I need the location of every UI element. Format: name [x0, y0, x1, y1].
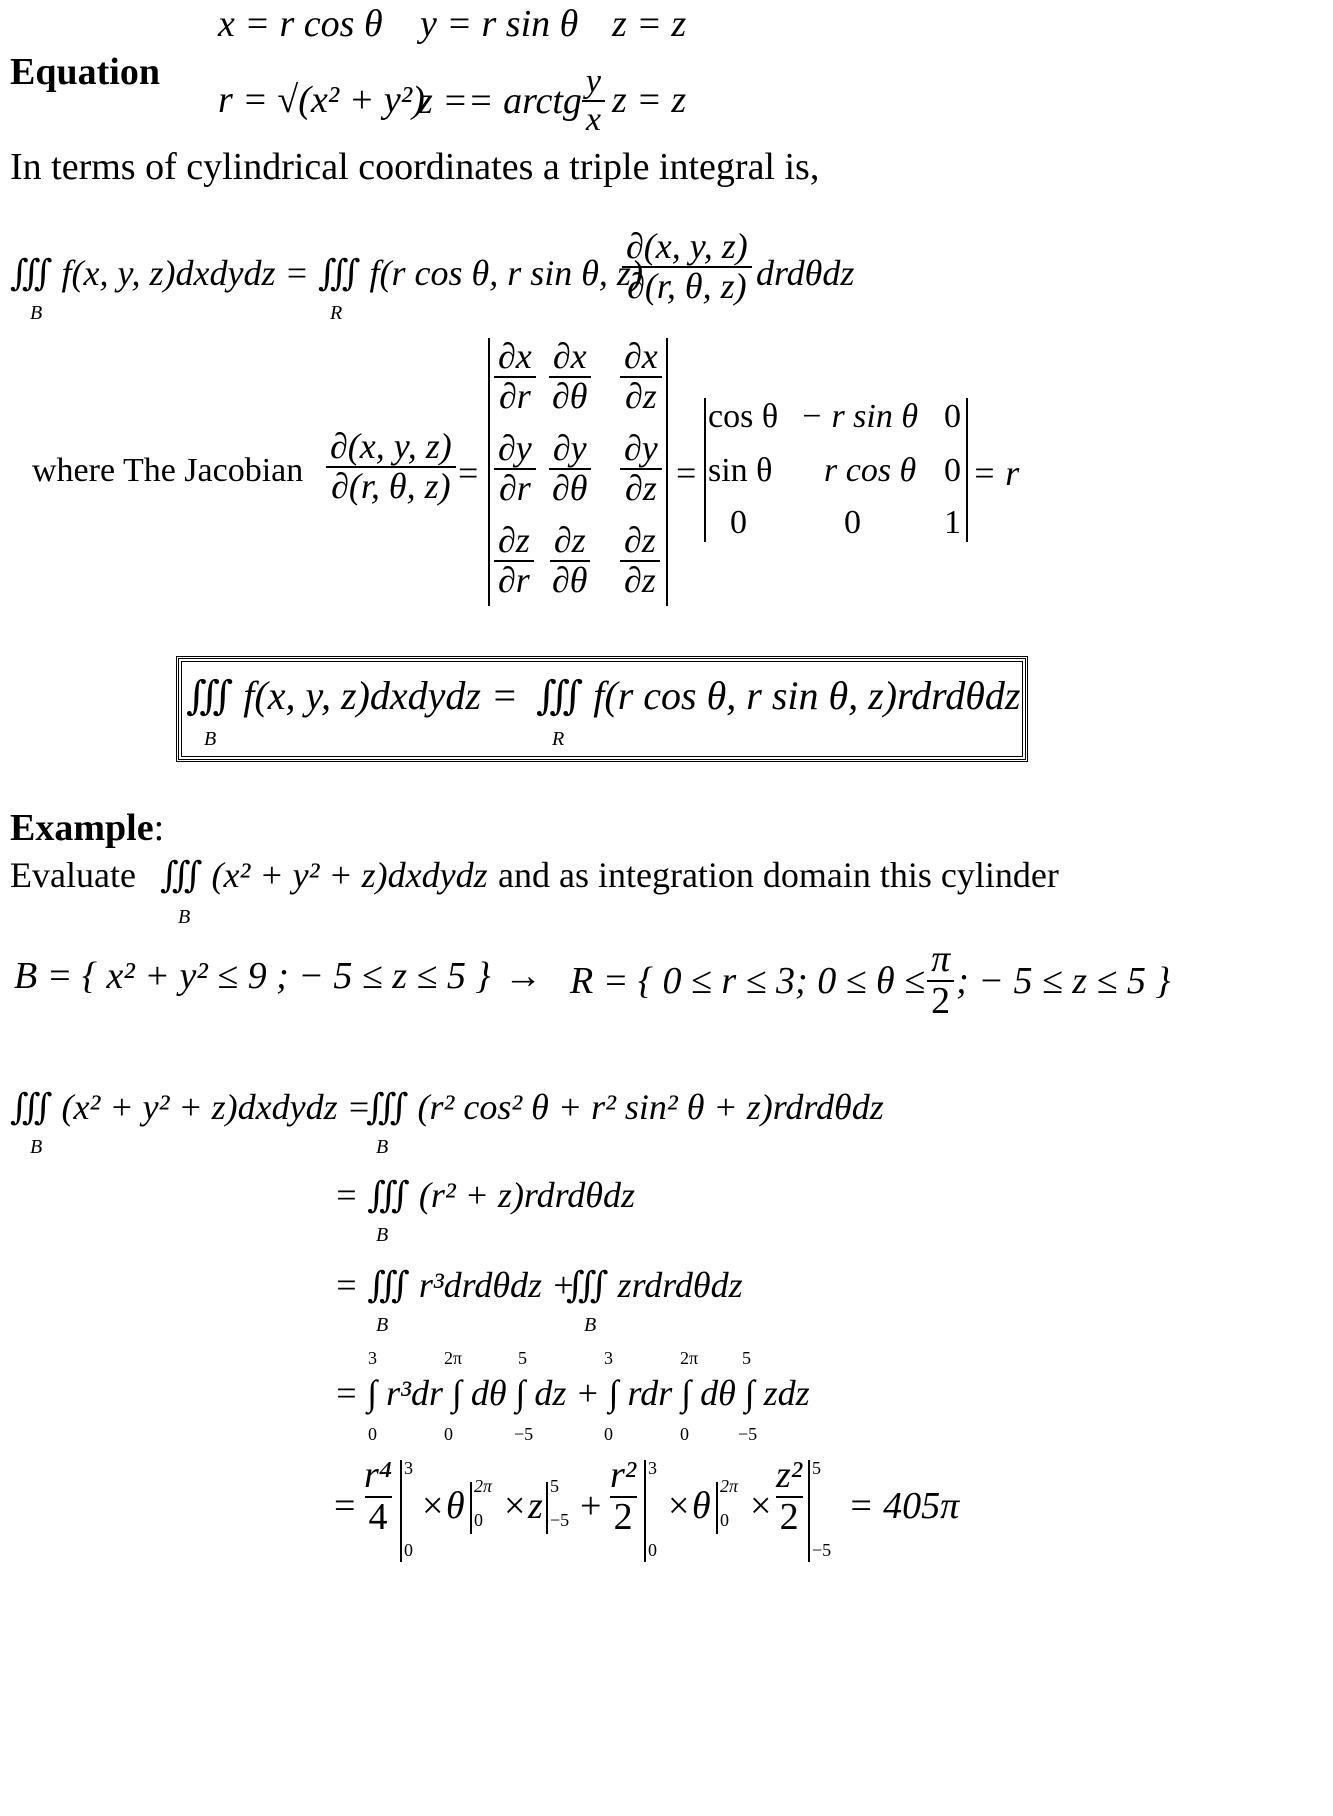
- partial-den: ∂r: [498, 375, 531, 416]
- evaluate-word: Evaluate: [10, 855, 136, 895]
- partial-frac: [548, 522, 591, 600]
- partial-frac: [494, 338, 536, 416]
- eq-r: r = √(x² + y²): [218, 79, 425, 121]
- sol-sub2: B: [376, 1136, 389, 1158]
- example-colon: :: [153, 807, 165, 849]
- partial-cell: [620, 522, 660, 600]
- sol-sub3: B: [376, 1224, 389, 1246]
- l5-t3: [772, 1456, 806, 1538]
- partial-cell: [548, 430, 591, 508]
- boxed-lhs: ∭ f(x, y, z)dxdydz =: [186, 673, 518, 718]
- l5-z-up: 5: [550, 1476, 559, 1496]
- eq-y: y = r sin θ: [420, 3, 579, 45]
- eq-theta-den: x: [585, 100, 601, 138]
- l5-bar2: [470, 1482, 472, 1534]
- l5-times1: ×: [422, 1485, 444, 1527]
- partial-den: ∂z: [624, 467, 657, 508]
- partial-frac: [494, 430, 536, 508]
- line4-lower-limit: 0: [368, 1424, 377, 1444]
- eq-z2: z = z: [612, 79, 687, 121]
- l5-theta2-lo: 0: [720, 1510, 729, 1530]
- l5-t3-den: 2: [776, 1496, 803, 1538]
- domain-r: [570, 940, 1171, 1022]
- l5-times3: ×: [668, 1485, 690, 1527]
- line4-lower-limit: −5: [514, 1424, 534, 1444]
- domain-r-den: 2: [931, 979, 951, 1022]
- jacobian-lhs: [326, 428, 456, 506]
- l5-theta-up: 2π: [474, 1476, 493, 1496]
- partial-num: ∂x: [549, 338, 591, 378]
- partial-frac: [620, 430, 662, 508]
- l5-eq: =: [334, 1485, 356, 1527]
- sol-sub4: B: [376, 1314, 389, 1336]
- partial-num: ∂y: [620, 430, 662, 470]
- sol-line3-a: = ∭ r³drdθdz +: [334, 1265, 576, 1305]
- partial-frac: [548, 338, 591, 416]
- example-tail: and as integration domain this cylinder: [498, 855, 1059, 895]
- eq-theta-num: y: [582, 64, 605, 102]
- partial-cell: [494, 338, 536, 416]
- l5-t2-lo: 0: [648, 1540, 657, 1560]
- partial-num: ∂z: [620, 522, 660, 562]
- boxed-rhs: ∭ f(r cos θ, r sin θ, z)rdrdθdz: [536, 673, 1021, 718]
- partial-cell: [620, 338, 662, 416]
- tid-rhs-tail: drdθdz: [756, 253, 855, 293]
- partial-frac: [620, 338, 662, 416]
- partial-frac: [548, 430, 591, 508]
- l5-theta2-up: 2π: [720, 1476, 739, 1496]
- domain-r-head: R = { 0 ≤ r ≤ 3; 0 ≤ θ ≤: [570, 959, 926, 1002]
- l5-t1-num: r⁴: [364, 1454, 392, 1496]
- domain-arrow: →: [504, 955, 542, 997]
- jacobian-lhs-num: ∂(x, y, z): [326, 428, 456, 468]
- partial-den: ∂θ: [552, 375, 588, 416]
- partial-cell: [548, 338, 591, 416]
- partial-den: ∂r: [498, 559, 530, 600]
- partial-num: ∂x: [494, 338, 536, 378]
- l5-t1-up: 3: [404, 1458, 413, 1478]
- l5-bar6: [808, 1460, 810, 1562]
- l5-t1-lo: 0: [404, 1540, 413, 1560]
- l5-t2-num: r²: [610, 1454, 637, 1496]
- domain-r-tail: ; − 5 ≤ z ≤ 5 }: [956, 959, 1171, 1002]
- tid-sub-r: R: [330, 302, 343, 324]
- sol-line3-b: ∭ zrdrdθdz: [566, 1265, 743, 1305]
- line4-upper-limit: 5: [518, 1348, 527, 1368]
- matrix-cell: sin θ: [708, 452, 773, 489]
- matrix-cell: 0: [944, 398, 961, 435]
- partial-num: ∂z: [550, 522, 590, 562]
- line4-upper-limit: 2π: [444, 1348, 463, 1368]
- l5-t2-den: 2: [610, 1496, 637, 1538]
- line4-upper-limit: 2π: [680, 1348, 699, 1368]
- partial-den: ∂z: [624, 559, 656, 600]
- domain-r-frac: [927, 940, 954, 1022]
- matrix-cell: r cos θ: [824, 452, 917, 489]
- partial-cell: [548, 522, 591, 600]
- tid-lhs: ∭ f(x, y, z)dxdydz =: [10, 253, 309, 293]
- line4-lower-limit: −5: [738, 1424, 758, 1444]
- matrix-right-bar: [966, 398, 968, 542]
- intro-text: In terms of cylindrical coordinates a triple integral is,: [10, 146, 820, 188]
- l5-times2: ×: [504, 1485, 526, 1527]
- partial-cell: [494, 430, 536, 508]
- l5-t3-num: z²: [776, 1454, 803, 1496]
- boxed-sub-r: R: [552, 728, 565, 750]
- eq-theta-frac: [582, 64, 605, 137]
- l5-t1-frac: [360, 1456, 396, 1538]
- l5-t3-frac: [772, 1456, 806, 1538]
- l5-bar1: [400, 1460, 402, 1562]
- jacobian-lhs-frac: [326, 428, 456, 506]
- l5-t2: [606, 1456, 640, 1538]
- domain-r-num: π: [927, 940, 954, 982]
- partial-den: ∂r: [498, 467, 531, 508]
- matrix-cell: 1: [944, 504, 961, 541]
- example-sub: B: [178, 906, 191, 928]
- sol-line1-lhs: ∭ (x² + y² + z)dxdydz =: [10, 1087, 371, 1127]
- sol-sub1: B: [30, 1136, 43, 1158]
- l5-z-lo: −5: [550, 1510, 570, 1530]
- partial-frac: [494, 522, 534, 600]
- matrix-cell: − r sin θ: [800, 398, 919, 435]
- matrix-cell: 0: [844, 504, 861, 541]
- example-integrand: ∭ (x² + y² + z)dxdydz: [160, 855, 488, 895]
- partials-left-bar: [488, 338, 490, 606]
- line4-upper-limit: 5: [742, 1348, 751, 1368]
- l5-result: = 405π: [848, 1485, 960, 1527]
- tid-sub-b: B: [30, 302, 43, 324]
- partial-cell: [620, 430, 662, 508]
- eq-theta-lhs: z == arctg: [418, 79, 582, 122]
- equation-label: Equation: [10, 51, 160, 93]
- l5-t1-den: 4: [365, 1496, 392, 1538]
- eq-z: z = z: [612, 3, 687, 45]
- l5-bar3: [546, 1482, 548, 1534]
- tid-jac: [622, 228, 752, 306]
- partial-den: ∂z: [624, 375, 657, 416]
- example-label: Example: [10, 807, 154, 849]
- l5-theta-lo: 0: [474, 1510, 483, 1530]
- sol-line4: = ∫ r³dr ∫ dθ ∫ dz + ∫ rdr ∫ dθ ∫ zdz: [334, 1373, 810, 1413]
- jacobian-result: = r: [972, 453, 1020, 493]
- l5-plus: +: [580, 1485, 602, 1527]
- l5-theta: θ: [446, 1485, 465, 1527]
- partial-frac: [620, 522, 660, 600]
- example-label-line: [10, 806, 164, 850]
- l5-t2-frac: [606, 1456, 640, 1538]
- partial-den: ∂θ: [552, 467, 588, 508]
- line4-lower-limit: 0: [680, 1424, 689, 1444]
- partial-num: ∂y: [494, 430, 536, 470]
- l5-t3-up: 5: [812, 1458, 821, 1478]
- jacobian-lhs-den: ∂(r, θ, z): [331, 465, 451, 506]
- sol-sub5: B: [584, 1314, 597, 1336]
- sol-line1-rhs: ∭ (r² cos² θ + r² sin² θ + z)rdrdθdz: [366, 1087, 884, 1127]
- jacobian-caption: where The Jacobian: [32, 452, 304, 489]
- partial-cell: [494, 522, 534, 600]
- tid-jac-frac: [622, 228, 752, 306]
- partial-num: ∂y: [549, 430, 591, 470]
- eq-theta: [418, 64, 605, 137]
- l5-t2-up: 3: [648, 1458, 657, 1478]
- sol-line2: = ∭ (r² + z)rdrdθdz: [334, 1175, 635, 1215]
- line4-upper-limit: 3: [368, 1348, 377, 1368]
- l5-theta2: θ: [692, 1485, 711, 1527]
- partial-den: ∂θ: [552, 559, 588, 600]
- eq-x: x = r cos θ: [218, 3, 383, 45]
- matrix-left-bar: [704, 398, 706, 542]
- matrix-cell: cos θ: [708, 398, 779, 435]
- tid-rhs-head: ∭ f(r cos θ, r sin θ, z): [318, 253, 643, 293]
- matrix-cell: 0: [730, 504, 747, 541]
- domain-b: B = { x² + y² ≤ 9 ; − 5 ≤ z ≤ 5 }: [14, 955, 491, 997]
- l5-times4: ×: [750, 1485, 772, 1527]
- tid-jac-num: ∂(x, y, z): [622, 228, 752, 268]
- tid-jac-den: ∂(r, θ, z): [627, 265, 747, 306]
- l5-t3-lo: −5: [812, 1540, 832, 1560]
- line4-lower-limit: 0: [604, 1424, 613, 1444]
- boxed-sub-b: B: [204, 728, 217, 750]
- l5-t1: [360, 1456, 396, 1538]
- partial-num: ∂x: [620, 338, 662, 378]
- line4-lower-limit: 0: [444, 1424, 453, 1444]
- matrix-cell: 0: [944, 452, 961, 489]
- l5-bar5: [716, 1482, 718, 1534]
- l5-bar4: [644, 1460, 646, 1562]
- line4-upper-limit: 3: [604, 1348, 613, 1368]
- l5-z: z: [528, 1485, 543, 1527]
- partial-num: ∂z: [494, 522, 534, 562]
- partials-right-bar: [666, 338, 668, 606]
